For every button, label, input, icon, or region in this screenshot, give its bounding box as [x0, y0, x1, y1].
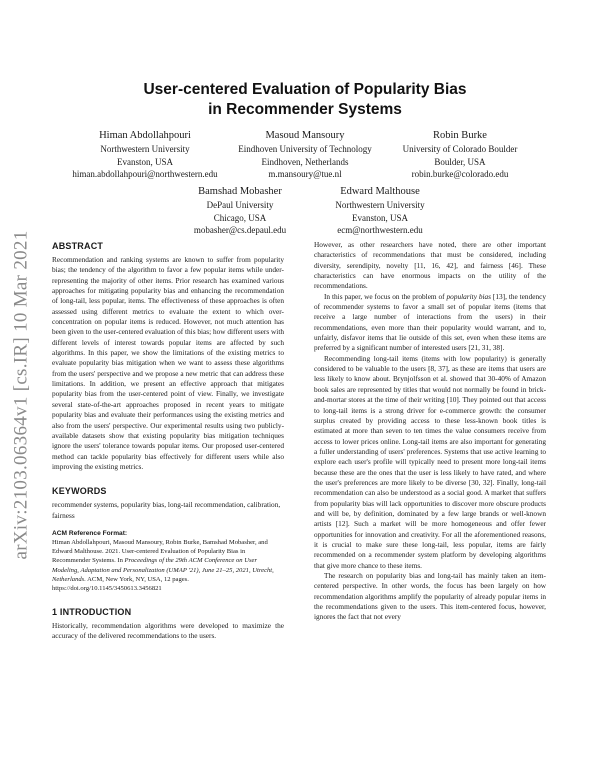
author-affiliation: Northwestern University	[100, 144, 190, 154]
author-name: Bamshad Mobasher	[198, 186, 282, 197]
author-affiliation: University of Colorado Boulder	[402, 144, 518, 154]
arxiv-stamp	[2, 195, 42, 595]
author-email[interactable]: ecm@northwestern.edu	[337, 225, 423, 235]
author-block-3	[375, 128, 545, 181]
body-paragraph-1: However, as other researchers have noted, there are other important characteristics of recommendations that must be considered, including diversity, serendipity, novelty [11, 16, 42], and fairness [46]. These characteristics can have enormous impacts on the utility of the recommendations.	[314, 240, 546, 291]
right-column	[314, 240, 546, 623]
acm-reference-heading: ACM Reference Format:	[52, 529, 128, 537]
author-affiliation: Northwestern University	[335, 200, 425, 210]
body-paragraph-2	[314, 292, 546, 354]
author-email[interactable]: mobasher@cs.depaul.edu	[193, 225, 287, 235]
author-location: Evanston, USA	[117, 156, 173, 167]
keywords-heading: KEYWORDS	[52, 486, 107, 497]
author-name: Himan Abdollahpouri	[99, 130, 191, 141]
acm-reference-text	[52, 538, 284, 593]
author-block-5	[295, 184, 465, 237]
left-column	[52, 240, 284, 642]
title-line-1: User-centered Evaluation of Popularity Bias	[143, 81, 467, 98]
body-paragraph-3: Recommending long-tail items (items with low popularity) is generally considered to be valuable to the users [8, 37], as these are items that users are less likely to know about. Brynjolfsson et al. showed that 30-40% of Amazon book sales are represented by titles that would not normally be found in brick-and-mortar stores at the time of their writing [10]. They pointed out that access to long-tail items is a strong driver for e-commerce growth: the consumer surplus created by providing access to these less-known book titles is estimated at more than seven to ten times the value consumers receive from access to lower prices online. Long-tail items are also important for generating a fuller understanding of users' preferences. Systems that use active learning to explore each user's profile will typically need to present more long-tail items because these are the ones that the user is less likely to have rated, and where the user's preferences are more likely to be diverse [30, 32]. Finally, long-tail recommendation can also be understood as a social good. A market that suffers from popularity bias will lack opportunities to discover more obscure products and will be, by definition, dominated by a few large brands or well-known artists [12]. Such a market will be more homogeneous and offer fewer opportunities for innovation and creativity. For all the aforementioned reasons, it is crucial to make sure these long-tail, less popular, items are fairly recommended on a recommender system platform by developing algorithms that give more chance to these items.	[314, 353, 546, 570]
author-email[interactable]: robin.burke@colorado.edu	[411, 169, 509, 179]
acm-reference-venue: Proceedings of the 29th ACM Conference on User Modeling, Adaptation and Personalization (UMAP '21), June 21–25, 2021, Utrecht, Netherlands.	[52, 557, 274, 583]
paper-title	[60, 80, 550, 120]
author-name: Edward Malthouse	[340, 186, 420, 197]
author-name: Masoud Mansoury	[265, 130, 345, 141]
author-name: Robin Burke	[433, 130, 487, 141]
author-email[interactable]: himan.abdollahpouri@northwestern.edu	[72, 169, 218, 179]
author-location: Boulder, USA	[434, 156, 486, 167]
abstract-heading: ABSTRACT	[52, 241, 104, 251]
author-location: Eindhoven, Netherlands	[261, 156, 349, 167]
abstract-text: Recommendation and ranking systems are known to suffer from popularity bias; the tendency of the algorithm to favor a few popular items while under-representing the majority of other items. Prior research has examined various approaches for mitigating popularity bias and enhancing the recommendation of long-tail, less popular, items. The effectiveness of these approaches is often assessed using different metrics to evaluate the extent to which over-concentration on popular items is reduced. However, not much attention has been given to the user-centered evaluation of this bias; how different users with different levels of interest towards popular items are affected by such algorithms. In this paper, we show the limitations of the existing metrics to evaluate popularity bias mitigation when we want to assess these algorithms from the users' perspective and we propose a new metric that can address these limitations. In addition, we present an effective approach that mitigates popularity bias from the user-centered point of view. Finally, we investigate several state-of-the-art approaches proposed in recent years to mitigate popularity bias and evaluate their performances using the existing metrics and also from the users' perspective. Our experimental results using two publicly-available datasets show that existing popularity bias mitigation techniques ignore the users' tolerance towards popular items. Our proposed user-centered method can tackle popularity bias effectively for different users while also improving the existing metrics.	[52, 255, 284, 471]
author-block-2	[220, 128, 390, 181]
body-paragraph-4: The research on popularity bias and long-tail has mainly taken an item-centered perspective. In other words, the focus has been largely on how recommendation algorithms amplify the popularity of already popular items in the recommendations given to the users. This item-centered focus, however, ignores the fact that not every	[314, 571, 546, 622]
author-location: Evanston, USA	[352, 212, 408, 223]
body-paragraph-2-term: popularity bias	[446, 291, 492, 301]
introduction-text: Historically, recommendation algorithms were developed to maximize the accuracy of the delivered recommendations to the users.	[52, 621, 284, 641]
author-affiliation: Eindhoven University of Technology	[238, 144, 372, 154]
author-email[interactable]: m.mansoury@tue.nl	[268, 169, 342, 179]
introduction-heading: 1 INTRODUCTION	[52, 607, 132, 618]
keywords-text: recommender systems, popularity bias, long-tail recommendation, calibration, fairness	[52, 500, 281, 520]
author-block-1	[60, 128, 230, 181]
acm-reference-doi[interactable]: ACM, New York, NY, USA, 12 pages. https://doi.org/10.1145/3450613.3456821	[52, 575, 189, 592]
author-affiliation: DePaul University	[206, 200, 274, 210]
body-paragraph-2-end: [13], the tendency of recommender systems to favor a small set of popular items (items that receive a large number of interactions from the users) in their recommendations, even more than their popularity would warrant, and to, unfairly, disfavor items that lie outside of this set, even when these items are preferred by a significant number of interested users [21, 31, 38].	[314, 291, 546, 353]
acm-reference-plain: Himan Abdollahpouri, Masoud Mansoury, Robin Burke, Bamshad Mobasher, and Edward Malthouse. 2021. User-centered Evaluation of Popularity Bias in Recommender Systems. In	[52, 538, 268, 565]
body-paragraph-2-start: In this paper, we focus on the problem of	[324, 291, 447, 301]
arxiv-stamp-text: arXiv:2103.06364v1 [cs.IR] 10 Mar 2021	[11, 230, 33, 560]
title-line-2: in Recommender Systems	[208, 101, 402, 118]
author-location: Chicago, USA	[213, 212, 267, 223]
